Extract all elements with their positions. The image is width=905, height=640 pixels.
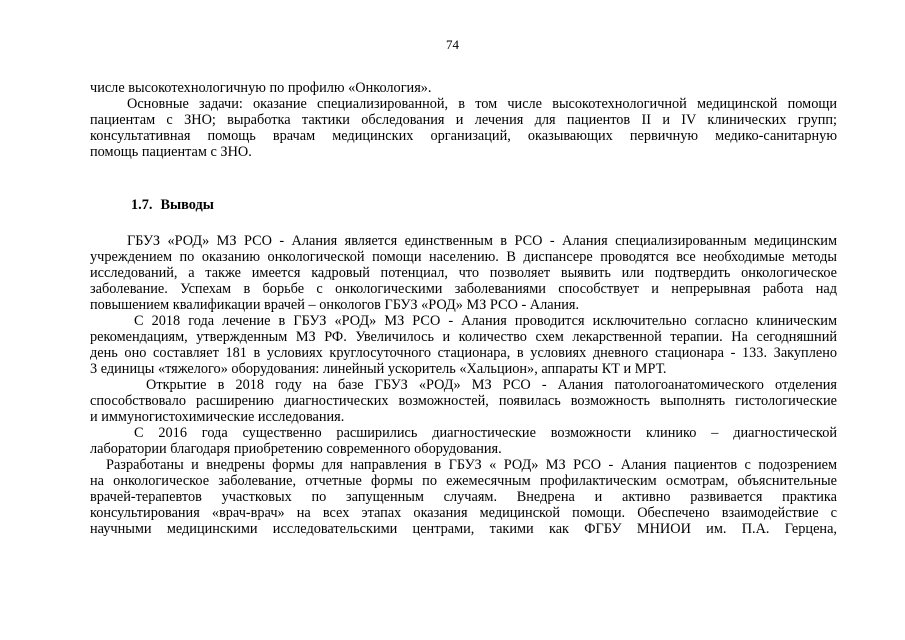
text-line: способствовало расширению диагностических возможностей, появилась возможность выполнять гистологические [90, 393, 837, 409]
text-line: числе высокотехнологичную по профилю «Онкология». [90, 80, 432, 96]
text-line: консультативная помощь врачам медицинских организаций, оказывающих первичную медико-санитарную [90, 128, 837, 144]
text-line: 3 единицы «тяжелого» оборудования: линейный ускоритель «Хальцион», аппараты КТ и МРТ. [90, 361, 667, 377]
text-line: Разработаны и внедрены формы для направления в ГБУЗ « РОД» МЗ РСО - Алания пациентов с подозрением [106, 457, 837, 473]
text-line: заболевание. Успехам в борьбе с онкологическими заболеваниями способствует и непрерывная работа над [90, 281, 837, 297]
text-line: лаборатории благодаря приобретению современного оборудования. [90, 441, 502, 457]
conclusions-text [90, 233, 837, 537]
text-line: врачей-терапевтов участковых по запущенным случаям. Внедрена и активно развивается практика [90, 489, 837, 505]
text-line: на онкологическое заболевание, отчетные формы по ежемесячным профилактическим осмотрам, объяснительные [90, 473, 837, 489]
section-title: Выводы [160, 197, 214, 213]
section-number: 1.7. [131, 197, 153, 213]
text-line: консультирования «врач-врач» на всех этапах оказания медицинской помощи. Обеспечено взаимодействие с [90, 505, 837, 521]
text-line: Основные задачи: оказание специализированной, в том числе высокотехнологичной медицинской помощи [127, 96, 837, 112]
section-heading [131, 197, 214, 213]
text-line: пациентам с ЗНО; выработка тактики обследования и лечения для пациентов II и IV клинических групп; [90, 112, 837, 128]
text-line: С 2018 года лечение в ГБУЗ «РОД» МЗ РСО - Алания проводится исключительно согласно клиническим [134, 313, 837, 329]
text-line: учреждением по оказанию онкологической помощи населению. В диспансере проводятся все необходимые методы [90, 249, 837, 265]
intro-paragraph [90, 80, 837, 160]
text-line: Открытие в 2018 году на базе ГБУЗ «РОД» МЗ РСО - Алания патологоанатомического отделения [146, 377, 837, 393]
text-line: исследований, а также имеется кадровый потенциал, что позволяет выявить или подтвердить онкологическое [90, 265, 837, 281]
text-line: день оно составляет 181 в условиях круглосуточного стационара, в условиях дневного стационара - 133. Закуплено [90, 345, 837, 361]
text-line: помощь пациентам с ЗНО. [90, 144, 252, 160]
text-line: и иммуногистохимические исследования. [90, 409, 345, 425]
page-number: 74 [446, 37, 459, 52]
text-line: рекомендациям, утвержденным МЗ РФ. Увеличилось и количество схем лекарственной терапии. На сегодняшний [90, 329, 837, 345]
text-line: С 2016 года существенно расширились диагностические возможности клинико – диагностической [134, 425, 837, 441]
text-line: ГБУЗ «РОД» МЗ РСО - Алания является единственным в РСО - Алания специализированным медицинским [127, 233, 837, 249]
text-line: повышением квалификации врачей – онкологов ГБУЗ «РОД» МЗ РСО - Алания. [90, 297, 580, 313]
text-line: научными медицинскими исследовательскими центрами, такими как ФГБУ МНИОИ им. П.А. Герцена, [90, 521, 837, 537]
